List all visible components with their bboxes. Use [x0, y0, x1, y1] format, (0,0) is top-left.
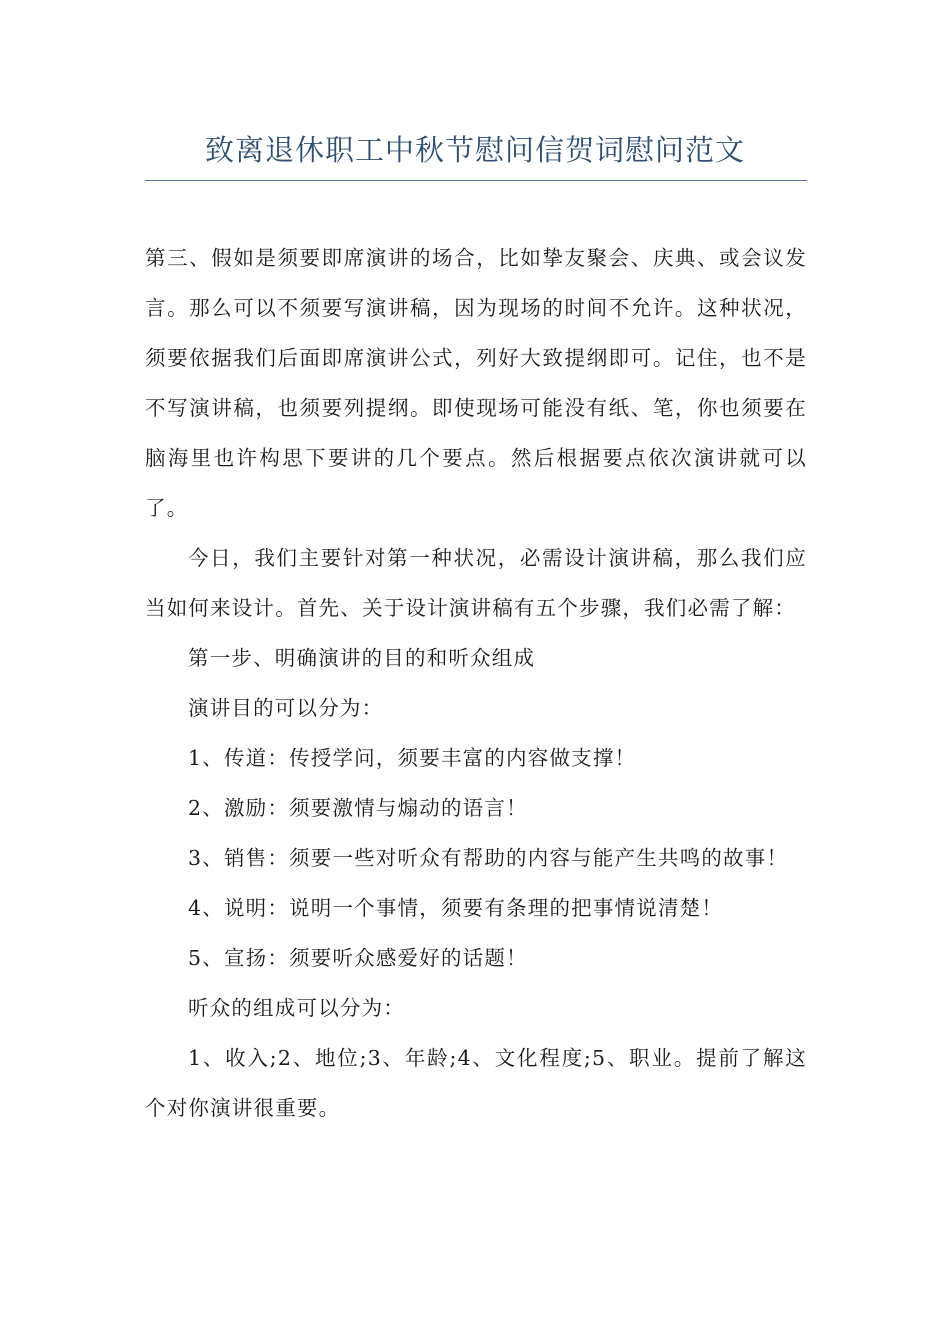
list-item-purpose-1: 1、传道：传授学问，须要丰富的内容做支撑！ [188, 746, 637, 770]
paragraph-audience-factors: 1、收入;2、地位;3、年龄;4、文化程度;5、职业。提前了解这个对你演讲很重要。 [145, 1046, 807, 1120]
paragraph-audience-intro: 听众的组成可以分为： [188, 996, 405, 1020]
document-body [145, 233, 807, 1133]
title-underline [145, 180, 807, 181]
list-item-purpose-3: 3、销售：须要一些对听众有帮助的内容与能产生共鸣的故事！ [188, 846, 789, 870]
paragraph-impromptu-speech: 第三、假如是须要即席演讲的场合，比如挚友聚会、庆典、或会议发言。那么可以不须要写演讲稿，因为现场的时间不允许。这种状况，须要依据我们后面即席演讲公式，列好大致提纲即可。记住，也不是不写演讲稿，也须要列提纲。即使现场可能没有纸、笔，你也须要在脑海里也许构思下要讲的几个要点。然后根据要点依次演讲就可以了。 [145, 246, 807, 520]
paragraph-purpose-intro: 演讲目的可以分为： [188, 696, 384, 720]
paragraph-design-steps-intro: 今日，我们主要针对第一种状况，必需设计演讲稿，那么我们应当如何来设计。首先、关于设计演讲稿有五个步骤，我们必需了解： [145, 546, 807, 620]
list-item-purpose-2: 2、激励：须要激情与煽动的语言！ [188, 796, 528, 820]
list-item-purpose-5: 5、宣扬：须要听众感爱好的话题！ [188, 946, 528, 970]
list-item-purpose-4: 4、说明：说明一个事情，须要有条理的把事情说清楚！ [188, 896, 724, 920]
document-title: 致离退休职工中秋节慰问信贺词慰问范文 [204, 133, 745, 167]
paragraph-step-one-heading: 第一步、明确演讲的目的和听众组成 [188, 646, 536, 670]
